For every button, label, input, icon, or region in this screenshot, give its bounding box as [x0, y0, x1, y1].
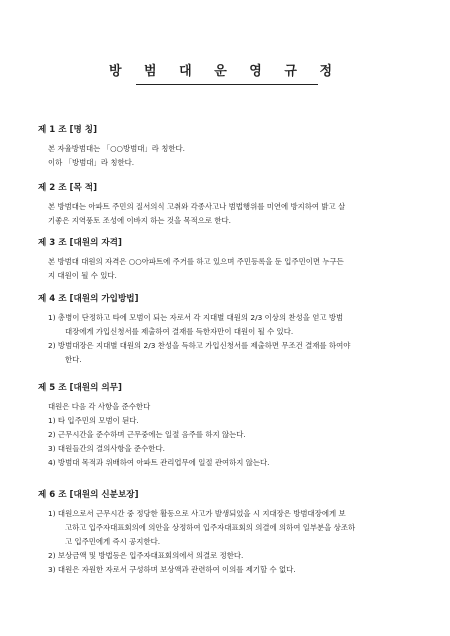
article-heading: 제 4 조 [대원의 가입방법] [38, 294, 139, 304]
article-line: 본 자율방범대는 「○○방범대」라 칭한다. [48, 144, 186, 153]
article-line: 3) 대원은 자원한 자로서 구성하며 보상액과 관련하여 이의를 제기할 수 없다. [48, 565, 296, 574]
article-1 [38, 124, 418, 170]
document-title: 방 범 대 운 영 규 정 [108, 64, 342, 79]
title-underline [136, 84, 318, 85]
article-6 [38, 489, 418, 577]
article-line: 고 입주민에게 즉시 공지한다. [65, 537, 161, 546]
article-heading: 제 6 조 [대원의 신분보장] [38, 490, 139, 500]
article-5 [38, 382, 418, 470]
article-line: 이하 「방범대」라 칭한다. [48, 158, 135, 167]
article-line: 기좋은 지역풍토 조성에 이바지 하는 것을 목적으로 한다. [48, 216, 232, 225]
article-line: 한다. [65, 355, 82, 364]
article-3 [38, 237, 418, 283]
article-2 [38, 182, 418, 228]
article-line: 2) 방범대장은 지대별 대원의 2/3 찬성을 득하고 가입신청서를 제출하면 무조건 결재를 하여야 [48, 341, 351, 350]
article-line: 2) 보상금액 및 방법등은 입주자대표회의에서 의결로 정한다. [48, 551, 244, 560]
article-line: 3) 대원들간의 결의사항을 준수한다. [48, 444, 165, 453]
article-heading: 제 1 조 [명 칭] [38, 125, 98, 135]
article-line: 본 방범대 대원의 자격은 ○○아파트에 주거를 하고 있으며 주민등록을 둔 입주민이면 누구든 [48, 257, 344, 266]
article-line: 4) 방범대 목적과 위배하여 아파트 관리업무에 일절 관여하지 않는다. [48, 458, 270, 467]
article-line: 2) 근무시간을 준수하며 근무중에는 일절 음주를 하지 않는다. [48, 430, 246, 439]
article-line: 대원은 다음 각 사항을 준수한다 [48, 402, 151, 411]
article-line: 본 방범대는 아파트 주민의 질서의식 고취와 각종사고나 범법행위를 미연에 방지하여 밝고 살 [48, 202, 346, 211]
article-line: 1) 대원으로서 근무시간 중 정당한 활동으로 사고가 발생되었을 시 지대장은 방범대장에게 보 [48, 509, 346, 518]
article-line: 지 대원이 될 수 있다. [48, 271, 117, 280]
article-line: 1) 총병이 단정하고 타에 모범이 되는 자로서 각 지대별 대원의 2/3 이상의 찬성을 얻고 방범 [48, 313, 344, 322]
article-line: 고하고 입주자대표회의에 의안을 상정하여 입주자대표회의 의결에 의하여 일부분을 상조하 [65, 523, 356, 532]
article-heading: 제 2 조 [목 적] [38, 183, 98, 193]
article-line: 대장에게 가입신청서를 제출하여 결재를 득한자만이 대원이 될 수 있다. [65, 327, 294, 336]
article-heading: 제 5 조 [대원의 의무] [38, 383, 122, 393]
article-heading: 제 3 조 [대원의 자격] [38, 238, 122, 248]
article-4 [38, 293, 418, 367]
article-line: 1) 타 입주민의 모범이 된다. [48, 416, 139, 425]
